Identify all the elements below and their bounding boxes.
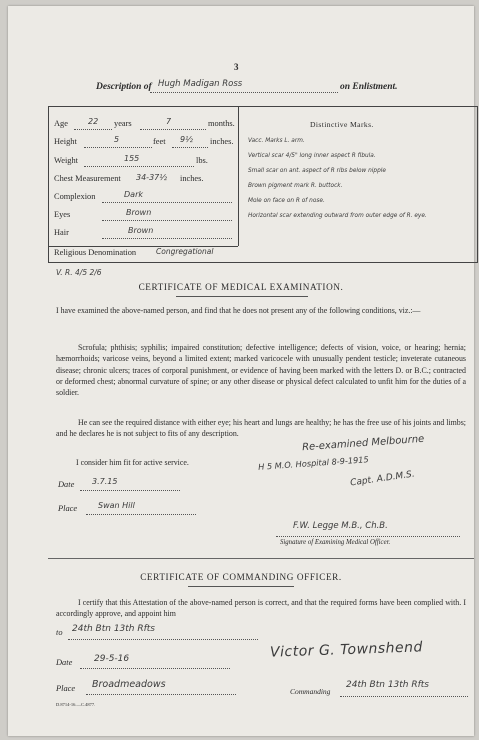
distinctive-mark-line: Vacc. Marks L. arm. — [248, 138, 305, 144]
appoint-unit: 24th Btn 13th Rfts — [72, 624, 155, 634]
vr-note: V. R. 4/5 2/6 — [56, 268, 102, 277]
distinctive-mark-line: Mole on face on R of nose. — [248, 198, 325, 204]
chest-label: Chest Measurement — [54, 174, 121, 183]
commanding-place-line — [86, 694, 236, 695]
commanding-officer-signature: Victor G. Townshend — [269, 639, 424, 661]
examiner-signature-line — [276, 536, 460, 537]
feet-label: feet — [153, 137, 166, 146]
on-enlistment-label: on Enlistment. — [340, 82, 398, 92]
examiner-signature: F.W. Legge M.B., Ch.B. — [293, 521, 388, 531]
distinctive-mark-line: Horizontal scar extending outward from outer edge of R. eye. — [248, 213, 427, 219]
medical-eyesight-statement: He can see the required distance with either eye; his heart and lungs are healthy; he has the free use of his joints and limbs; and he declares he is not subject to fits of any description. — [56, 418, 466, 439]
commanding-place-value: Broadmeadows — [92, 679, 166, 690]
hair-label: Hair — [54, 228, 69, 237]
commanding-date-line — [80, 668, 230, 669]
eyes-value: Brown — [126, 208, 152, 217]
section-divider — [48, 558, 474, 559]
medical-conditions: Scrofula; phthisis; syphilis; impaired constitution; defective intelligence; defects of vision, voice, or hearing; hernia; hæmorrhoids; varicose veins, beyond a limited extent; marked varicocele with unusually pendent testicle; inveterate cutaneous disease; chronic ulcers; traces of corporal punishment, or evidence of having been marked with the letters D. or B.C.; contracted or deformed chest; abnormal curvature of spine; or any other disease or physical defect calculated to unfit him for the duties of a soldier. — [56, 343, 466, 398]
appoint-to-label: to — [56, 628, 63, 637]
religion-value: Congregational — [156, 247, 214, 256]
chest-unit-label: inches. — [180, 174, 204, 183]
years-label: years — [114, 119, 132, 128]
commanding-place-label: Place — [56, 684, 76, 693]
age-months-value: 7 — [166, 117, 172, 126]
weight-value: 155 — [124, 154, 140, 163]
complexion-line — [102, 202, 232, 203]
complexion-label: Complexion — [54, 192, 96, 201]
page-number: 3 — [234, 62, 239, 72]
medical-intro: I have examined the above-named person, and find that he does not present any of the following conditions, viz.:— — [56, 306, 421, 315]
hair-line — [102, 238, 232, 239]
distinctive-mark-line: Brown pigment mark R. buttock. — [248, 183, 343, 189]
inches-label: inches. — [210, 137, 234, 146]
medical-date-line — [80, 490, 180, 491]
commanding-certificate-text: I certify that this Attestation of the above-named person is correct, and that the required forms have been complied with. I accordingly approve, and appoint him — [56, 598, 466, 619]
height-inches-value: 9½ — [180, 135, 193, 144]
chest-value: 34-37½ — [136, 173, 167, 182]
weight-line — [84, 166, 194, 167]
enlistee-name: Hugh Madigan Ross — [158, 79, 243, 89]
name-underline — [150, 92, 338, 93]
eyes-label: Eyes — [54, 210, 71, 219]
reexamined-detail: H 5 M.O. Hospital 8-9-1915 — [257, 454, 369, 472]
medical-title-rule — [176, 296, 308, 297]
eyes-line — [102, 220, 232, 221]
medical-place-line — [86, 514, 196, 515]
signature-caption: Signature of Examining Medical Officer. — [280, 539, 391, 546]
height-feet-line — [84, 147, 152, 148]
commanding-label: Commanding — [290, 687, 331, 696]
age-years-value: 22 — [88, 117, 99, 126]
height-feet-value: 5 — [114, 135, 120, 144]
complexion-value: Dark — [124, 190, 143, 199]
commanding-date-value: 29-5-16 — [94, 654, 130, 664]
box-divider — [238, 106, 239, 246]
medical-place-value: Swan Hill — [98, 501, 135, 510]
religion-label: Religious Denomination — [54, 248, 137, 257]
reexamined-sign: Capt. A.D.M.S. — [349, 469, 416, 489]
distinctive-marks-heading: Distinctive Marks. — [310, 120, 374, 129]
commanding-date-label: Date — [56, 658, 73, 667]
commanding-unit: 24th Btn 13th Rfts — [346, 680, 429, 690]
medical-date-value: 3.7.15 — [92, 477, 118, 486]
medical-certificate-title: CERTIFICATE OF MEDICAL EXAMINATION. — [138, 282, 344, 292]
age-label: Age — [54, 119, 68, 128]
distinctive-mark-line: Small scar on ant. aspect of R ribs below nipple — [248, 168, 386, 174]
age-years-line — [74, 129, 112, 130]
description-of-label: Description of — [96, 82, 152, 92]
lbs-label: lbs. — [196, 156, 208, 165]
printer-code: D.8714-16.—C.4877. — [56, 702, 96, 707]
attestation-page — [8, 6, 474, 736]
distinctive-marks-list — [248, 134, 474, 224]
hair-value: Brown — [128, 226, 154, 235]
appoint-line — [68, 639, 258, 640]
distinctive-mark-line: Vertical scar 4/5" long inner aspect R fibula. — [248, 153, 376, 159]
height-label: Height — [54, 137, 77, 146]
medical-date-label: Date — [58, 480, 75, 489]
height-inches-line — [172, 147, 208, 148]
months-label: months. — [208, 119, 235, 128]
medical-place-label: Place — [58, 504, 78, 513]
reexamined-note: Re-examined Melbourne — [301, 433, 425, 454]
commanding-certificate-title: CERTIFICATE OF COMMANDING OFFICER. — [140, 572, 342, 582]
weight-label: Weight — [54, 156, 78, 165]
fit-for-service-statement: I consider him fit for active service. — [76, 458, 189, 467]
commanding-unit-line — [340, 696, 468, 697]
age-months-line — [140, 129, 206, 130]
commanding-title-rule — [188, 586, 294, 587]
